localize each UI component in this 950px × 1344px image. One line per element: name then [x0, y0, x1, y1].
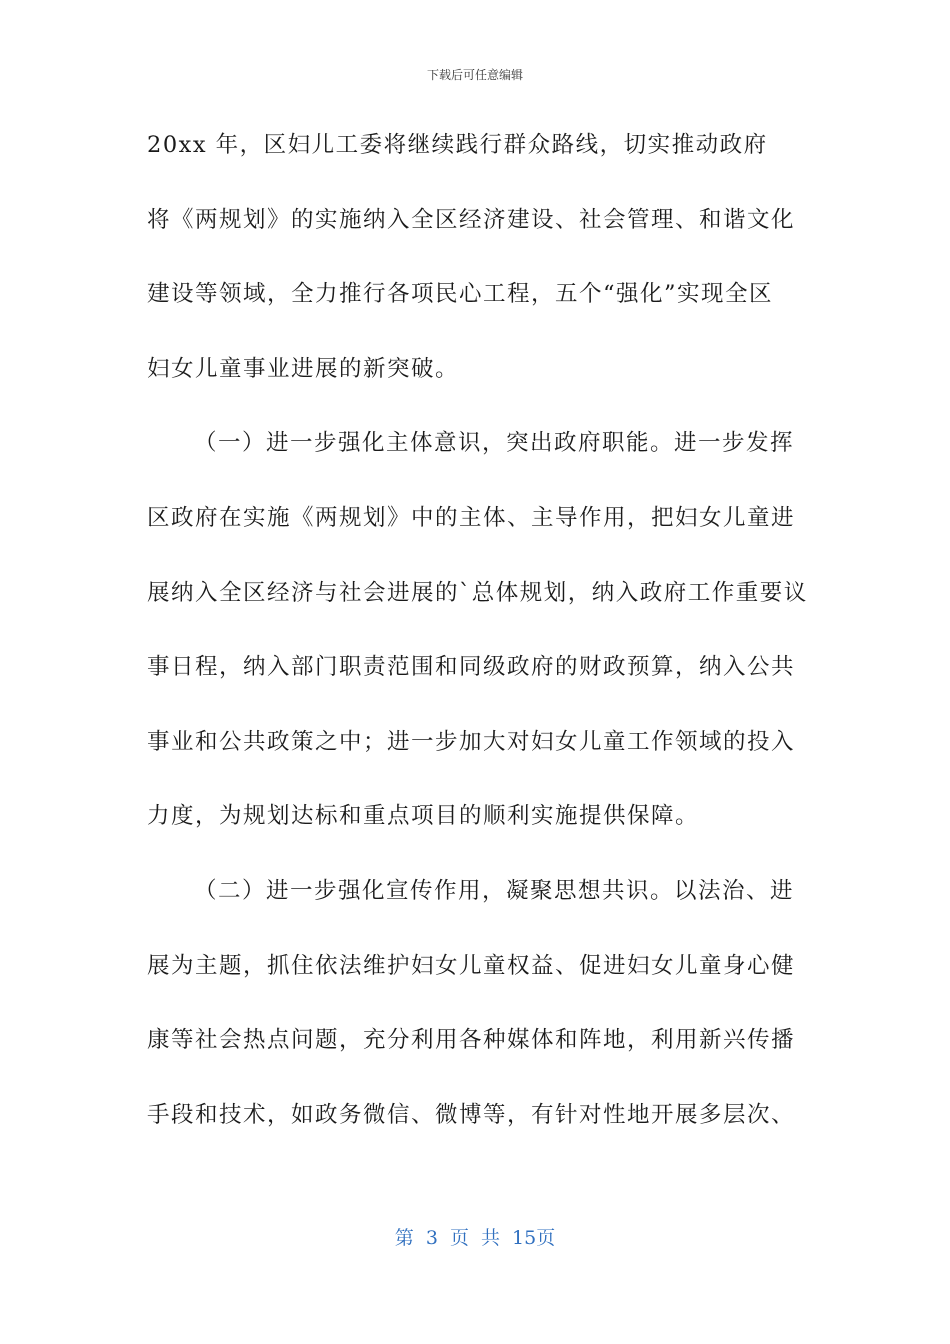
- paragraph-2-line-4: 事日程，纳入部门职责范围和同级政府的财政预算，纳入公共: [147, 654, 796, 681]
- paragraph-1-line-2: 将《两规划》的实施纳入全区经济建设、社会管理、和谐文化: [147, 206, 796, 233]
- paragraph-2-line-3: 展纳入全区经济与社会进展的`总体规划，纳入政府工作重要议: [147, 579, 808, 606]
- document-body: [147, 120, 812, 1164]
- paragraph-2-line-1: （一）进一步强化主体意识，突出政府职能。进一步发挥: [194, 430, 795, 457]
- paragraph-1-line-1: 20xx 年，区妇儿工委将继续践行群众路线，切实推动政府: [147, 132, 768, 158]
- paragraph-2-line-6: 力度，为规划达标和重点项目的顺利实施提供保障。: [147, 803, 700, 830]
- paragraph-1-line-3: 建设等领域，全力推行各项民心工程，五个“强化”实现全区: [147, 281, 774, 308]
- paragraph-3-line-4: 手段和技术，如政务微信、微博等，有针对性地开展多层次、: [147, 1101, 796, 1128]
- paragraph-3-line-1: （二）进一步强化宣传作用，凝聚思想共识。以法治、进: [194, 877, 795, 904]
- page-header: 下载后可任意编辑: [426, 68, 523, 82]
- paragraph-3-line-3: 康等社会热点问题，充分利用各种媒体和阵地，利用新兴传播: [147, 1027, 796, 1054]
- paragraph-3-line-2: 展为主题，抓住依法维护妇女儿童权益、促进妇女儿童身心健: [147, 952, 796, 979]
- paragraph-1-line-4: 妇女儿童事业进展的新突破。: [147, 355, 460, 382]
- paragraph-2-line-2: 区政府在实施《两规划》中的主体、主导作用，把妇女儿童进: [147, 504, 796, 531]
- page-number-footer: 第 3 页 共 15页: [394, 1227, 556, 1249]
- paragraph-2-line-5: 事业和公共政策之中；进一步加大对妇女儿童工作领域的投入: [147, 728, 796, 755]
